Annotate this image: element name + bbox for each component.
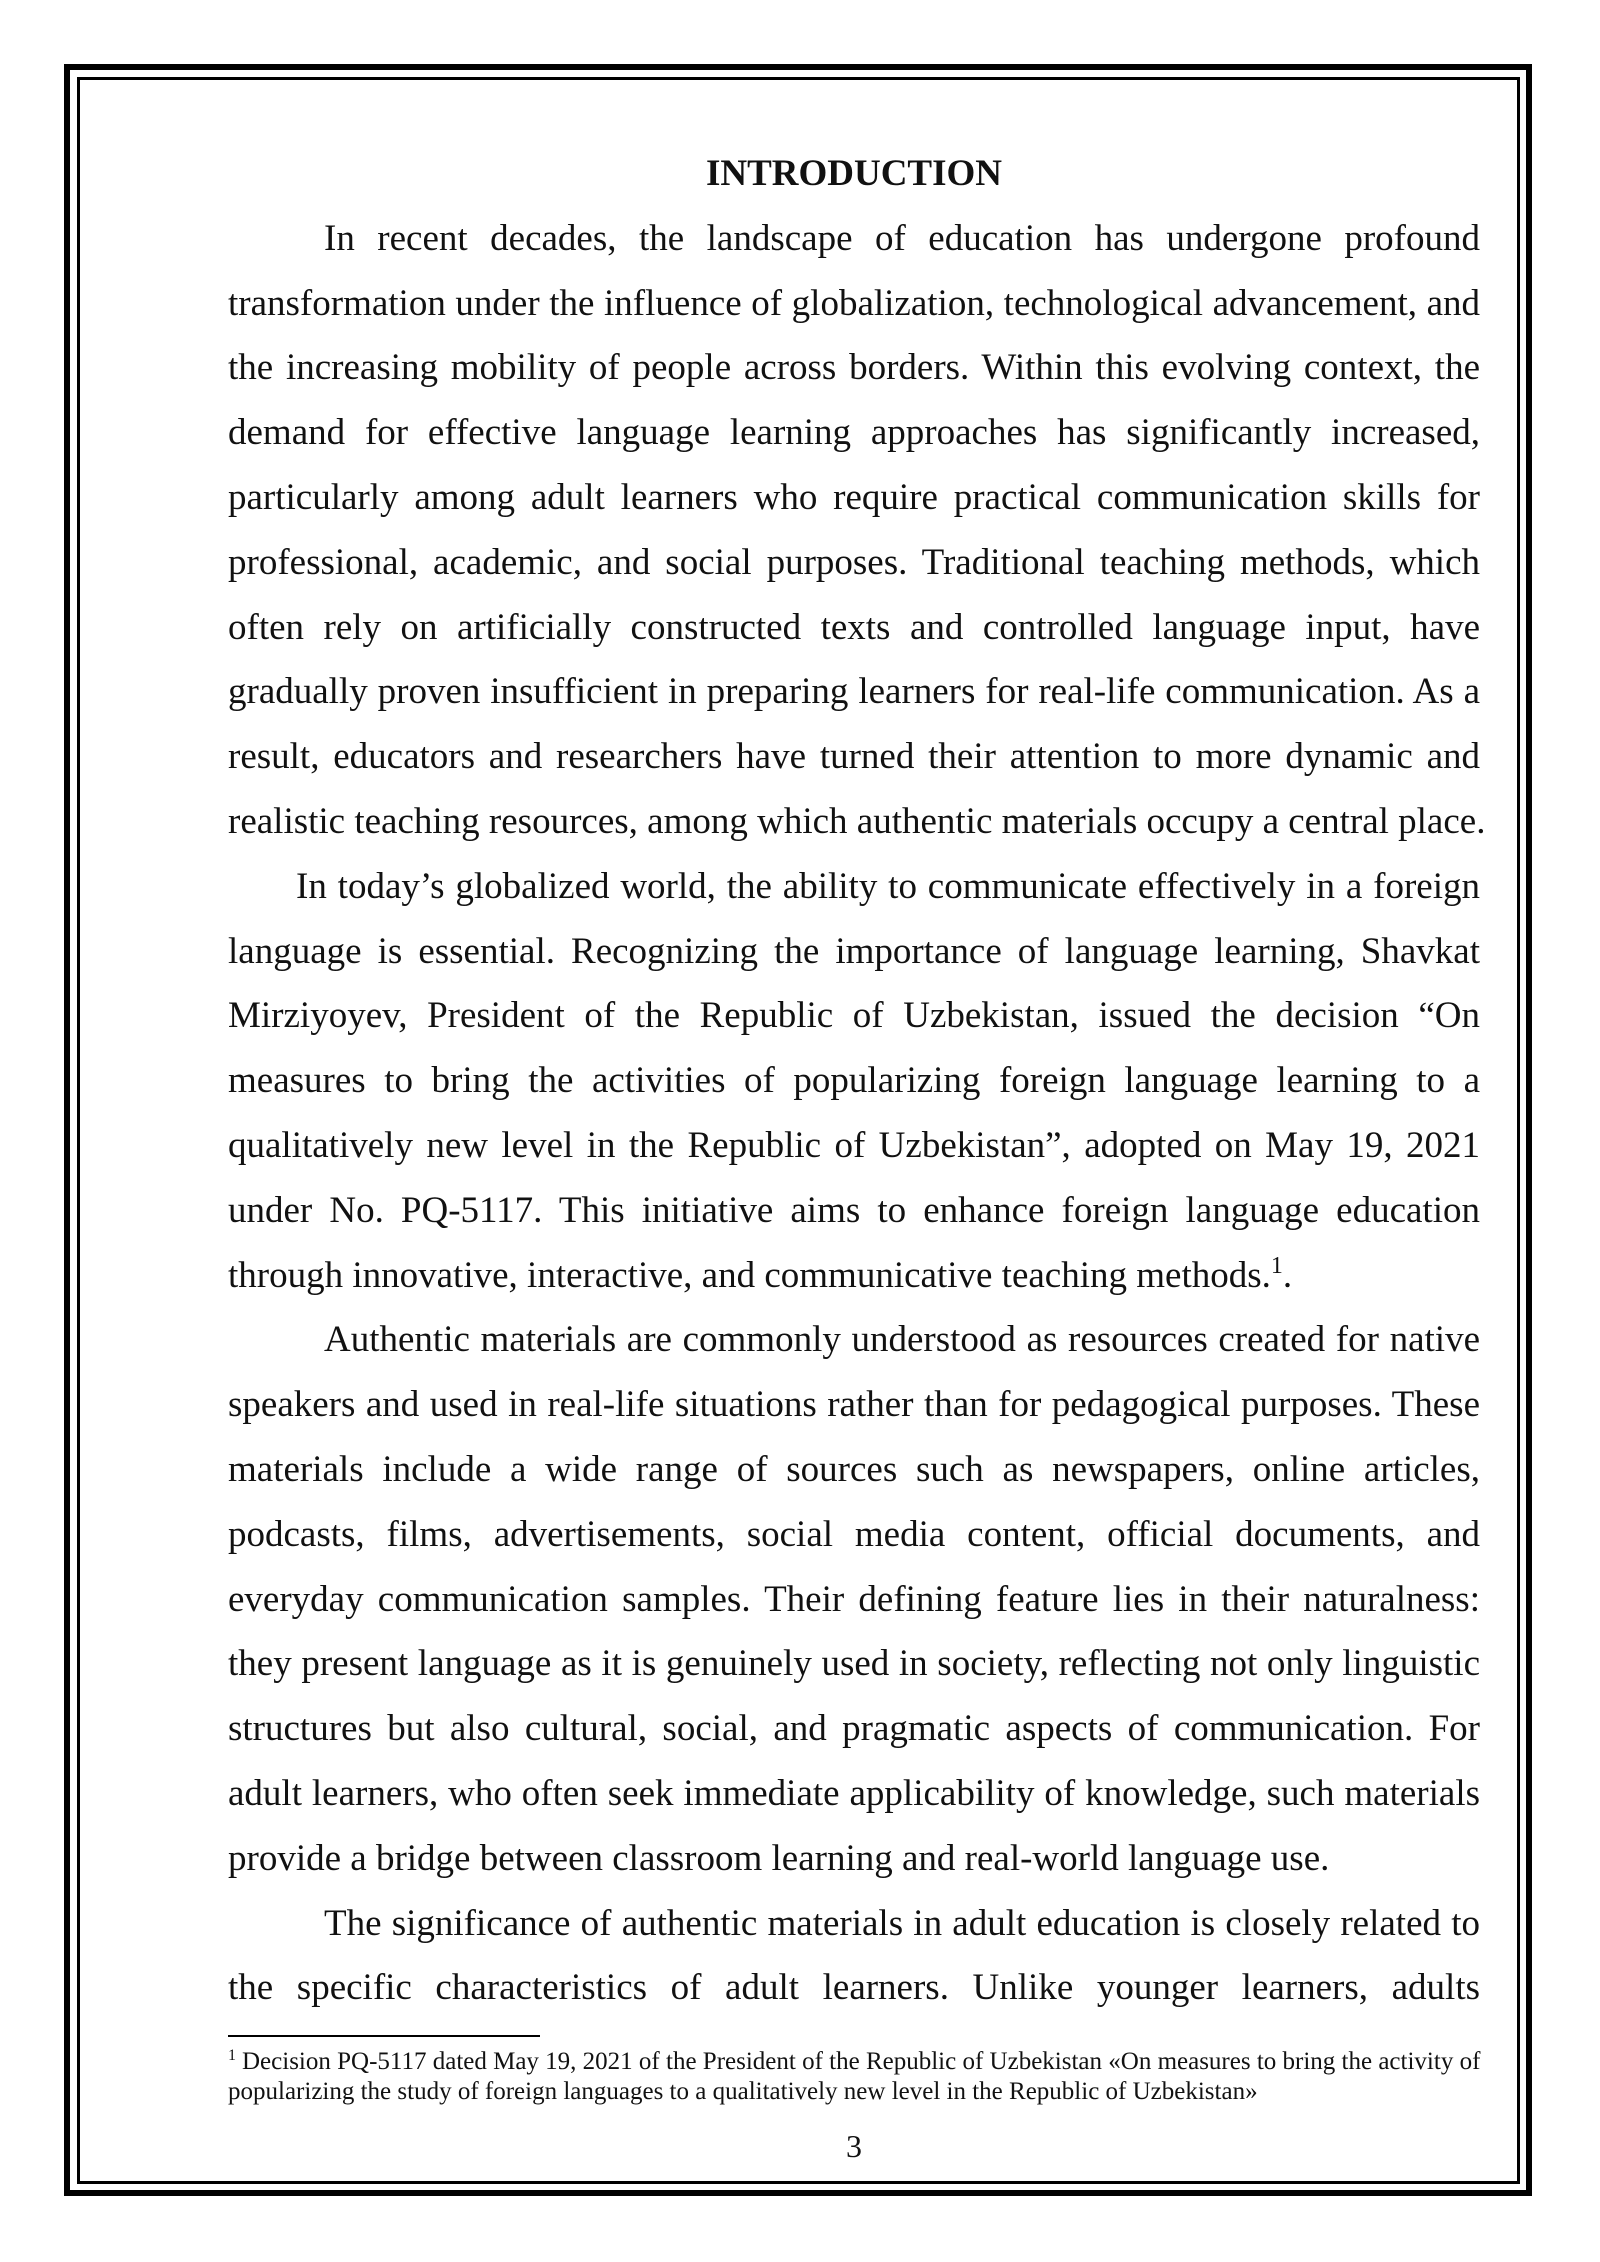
- text-line-tail: .: [1282, 1254, 1293, 1296]
- text-line: qualitatively new level in the Republic of Uzbekistan”, adopted on May 19, 2021: [228, 1124, 1480, 1166]
- text-line: transformation under the influence of globalization, technological advancement, and: [228, 282, 1480, 324]
- text-line: under No. PQ-5117. This initiative aims to enhance foreign language education: [228, 1189, 1480, 1231]
- page-number: 3: [846, 2128, 862, 2164]
- text-line: particularly among adult learners who require practical communication skills for: [228, 476, 1480, 518]
- text-line: adult learners, who often seek immediate applicability of knowledge, such materials: [228, 1772, 1480, 1814]
- text-line: language is essential. Recognizing the importance of language learning, Shavkat: [228, 930, 1480, 972]
- paragraph-4: [228, 1892, 1480, 2022]
- section-title: INTRODUCTION: [705, 153, 1003, 194]
- footnote-separator: [228, 2035, 540, 2037]
- text-line: realistic teaching resources, among which authentic materials occupy a central place.: [228, 800, 1486, 842]
- text-line: gradually proven insufficient in preparing learners for real-life communication. As a: [228, 671, 1480, 713]
- text-line: structures but also cultural, social, and pragmatic aspects of communication. For: [228, 1708, 1480, 1750]
- paragraph-2: [228, 855, 1480, 1309]
- footnote-line: popularizing the study of foreign languages to a qualitatively new level in the Republic of Uzbekistan»: [228, 2078, 1258, 2105]
- page-body: [228, 142, 1486, 2021]
- paragraph-1: [228, 207, 1486, 855]
- text-line: Authentic materials are commonly understood as resources created for native: [324, 1319, 1480, 1361]
- text-line: In recent decades, the landscape of education has undergone profound: [324, 217, 1480, 259]
- text-line-with-footnote-ref: [228, 1244, 1480, 1309]
- text-line: demand for effective language learning approaches has significantly increased,: [228, 412, 1480, 454]
- text-line: they present language as it is genuinely used in society, reflecting not only linguistic: [228, 1643, 1480, 1685]
- text-line: podcasts, films, advertisements, social media content, official documents, and: [228, 1513, 1480, 1555]
- text-line-text: through innovative, interactive, and communicative teaching methods.: [228, 1254, 1271, 1296]
- text-line: everyday communication samples. Their defining feature lies in their naturalness:: [228, 1578, 1480, 1620]
- text-line: Mirziyoyev, President of the Republic of Uzbekistan, issued the decision “On: [228, 995, 1480, 1037]
- text-line: In today’s globalized world, the ability to communicate effectively in a foreign: [296, 865, 1480, 907]
- footnote-reference[interactable]: 1: [1270, 1252, 1283, 1279]
- footnote-text: Decision PQ-5117 dated May 19, 2021 of the President of the Republic of Uzbekistan «On measures to bring the activity of: [242, 2048, 1481, 2075]
- text-line: measures to bring the activities of popularizing foreign language learning to a: [228, 1060, 1480, 1102]
- footnote-line: [228, 2047, 1480, 2077]
- text-line: materials include a wide range of sources such as newspapers, online articles,: [228, 1448, 1480, 1490]
- footnote-marker: 1: [228, 2047, 236, 2064]
- text-line: often rely on artificially constructed texts and controlled language input, have: [228, 606, 1480, 648]
- text-line: the specific characteristics of adult learners. Unlike younger learners, adults: [228, 1967, 1480, 2009]
- text-line: provide a bridge between classroom learning and real-world language use.: [228, 1837, 1330, 1879]
- text-line: speakers and used in real-life situations rather than for pedagogical purposes. These: [228, 1384, 1480, 1426]
- text-line: result, educators and researchers have turned their attention to more dynamic and: [228, 736, 1480, 778]
- text-line: The significance of authentic materials in adult education is closely related to: [324, 1902, 1480, 1944]
- text-line: the increasing mobility of people across borders. Within this evolving context, the: [228, 347, 1480, 389]
- footnote: [228, 2047, 1480, 2107]
- paragraph-3: [228, 1308, 1480, 1891]
- text-line: professional, academic, and social purposes. Traditional teaching methods, which: [228, 541, 1480, 583]
